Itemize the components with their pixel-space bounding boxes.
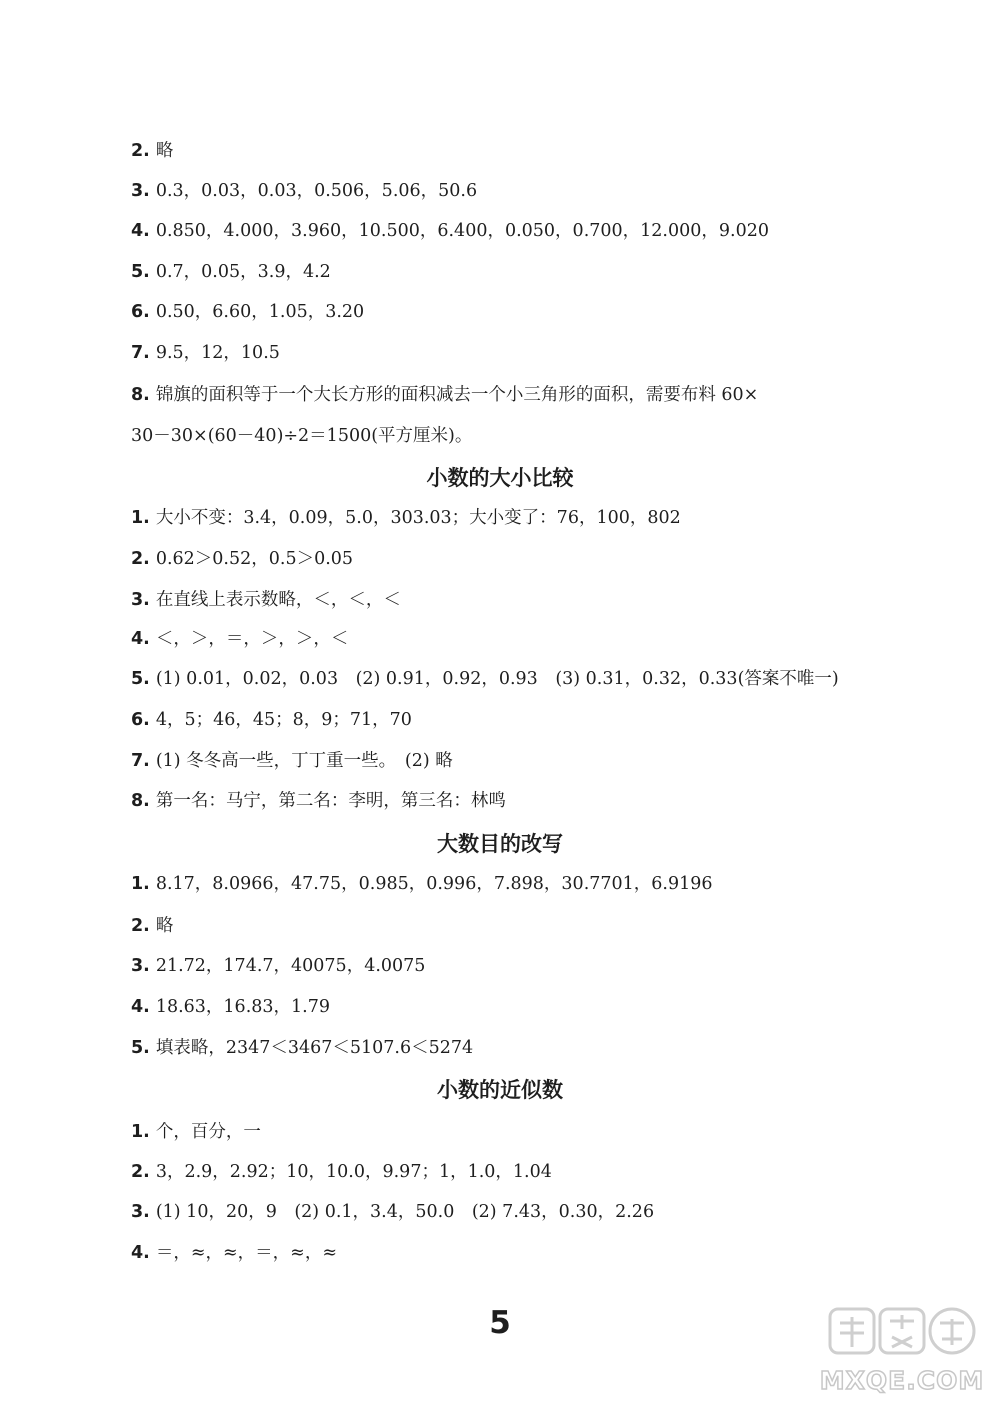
answer-item: 7. 9.5，12，10.5 (131, 343, 280, 363)
watermark-badge-icon (826, 1303, 978, 1359)
watermark-text: MXQE.COM (819, 1366, 985, 1395)
answer-item: 6. 4，5；46，45；8，9；71，70 (131, 710, 412, 730)
answer-item: 3. 21.72，174.7，40075，4.0075 (131, 956, 426, 976)
answer-item: 8. 第一名：马宁，第二名：李明，第三名：林鸣 (131, 791, 506, 811)
answer-item: 4. 0.850，4.000，3.960，10.500，6.400，0.050，0.700，12.000，9.020 (131, 221, 769, 241)
answer-item: 3. 0.3，0.03，0.03，0.506，5.06，50.6 (131, 181, 478, 201)
answer-continuation: 30－30×(60－40)÷2＝1500(平方厘米)。 (131, 426, 473, 446)
page-number: 5 (489, 1305, 511, 1341)
answer-item: 5. (1) 0.01，0.02，0.03 (2) 0.91，0.92，0.93 (3) 0.31，0.32，0.33(答案不唯一) (131, 669, 839, 689)
answer-item: 4. 18.63，16.83，1.79 (131, 997, 330, 1017)
answer-item: 5. 填表略，2347＜3467＜5107.6＜5274 (131, 1038, 474, 1058)
answer-item: 8. 锦旗的面积等于一个大长方形的面积减去一个小三角形的面积，需要布料 60× (131, 385, 759, 405)
answer-item: 2. 0.62＞0.52，0.5＞0.05 (131, 549, 354, 569)
answer-item: 4. ＜，＞，＝，＞，＞，＜ (131, 629, 349, 649)
answer-item: 4. ＝，≈，≈，＝，≈，≈ (131, 1243, 337, 1263)
answer-item: 7. (1) 冬冬高一些，丁丁重一些。 (2) 略 (131, 751, 453, 771)
answer-item: 5. 0.7，0.05，3.9，4.2 (131, 262, 331, 282)
answer-item: 6. 0.50，6.60，1.05，3.20 (131, 302, 365, 322)
answer-item: 2. 略 (131, 916, 174, 936)
answer-item: 3. 在直线上表示数略，＜，＜，＜ (131, 590, 401, 610)
answer-item: 1. 个，百分，一 (131, 1122, 261, 1142)
answer-item: 2. 略 (131, 141, 174, 161)
answer-item: 1. 8.17，8.0966，47.75，0.985，0.996，7.898，30.7701，6.9196 (131, 874, 713, 894)
watermark-logo (818, 1303, 986, 1395)
answer-item: 3. (1) 10，20，9 (2) 0.1，3.4，50.0 (2) 7.43，0.30，2.26 (131, 1202, 655, 1222)
section-title: 小数的大小比较 (426, 466, 574, 490)
answer-item: 2. 3，2.9，2.92；10，10.0，9.97；1，1.0，1.04 (131, 1162, 552, 1182)
section-title: 小数的近似数 (437, 1078, 563, 1102)
section-title: 大数目的改写 (437, 832, 563, 856)
answer-item: 1. 大小不变：3.4，0.09，5.0，303.03；大小变了：76，100，802 (131, 508, 681, 528)
